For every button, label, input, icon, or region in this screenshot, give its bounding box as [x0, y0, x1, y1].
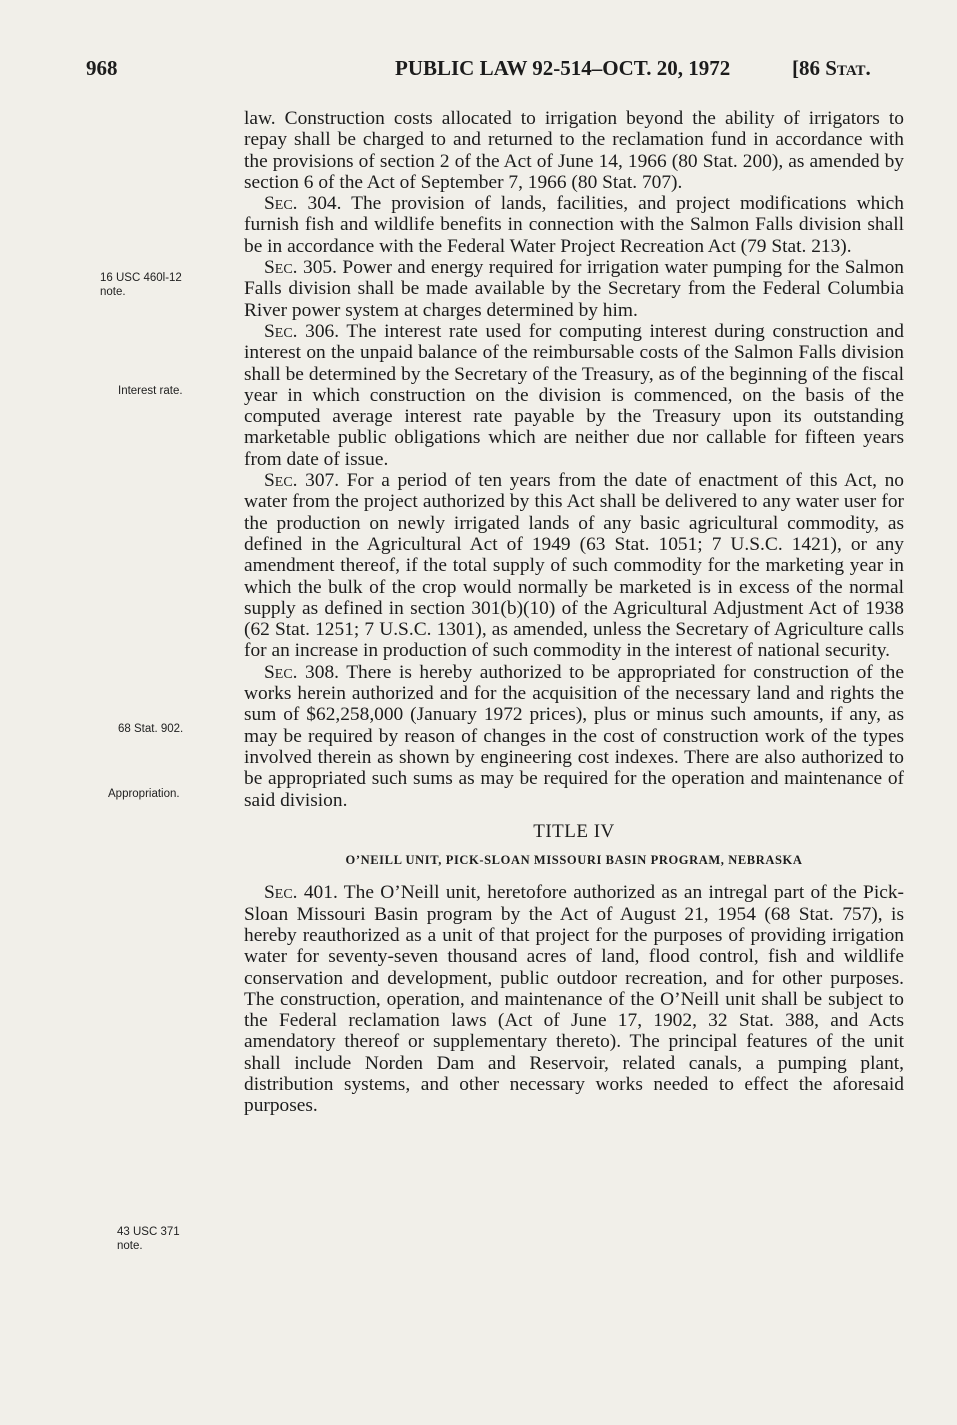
section-305-text: Power and energy required for irrigation water pumping for the Salmon Falls division shall be made available by the Secretary from the Federal Columbia River power system at charges determined by him. — [244, 257, 904, 321]
section-306-text: The interest rate used for computing interest during construction and interest on the unpaid balance of the reimbursable costs of the Salmon Falls division shall be determined by the Secretary of the Treasury, as of the beginning of the fiscal year in which construction on the division is commenced, on the basis of the computed average interest rate payable by the Treasury upon its outstanding marketable public obligations which are neither due nor callable for fifteen years from date of issue. — [244, 320, 904, 470]
running-title: PUBLIC LAW 92-514–OCT. 20, 1972 — [395, 56, 731, 80]
section-401-label: Sec. 401. — [264, 882, 338, 904]
section-308-text: There is hereby authorized to be appropriated for construction of the works herein authorized and for the acquisition of the necessary land and rights the sum of $62,258,000 (January 1972 prices), plus or minus such amounts, if any, as may be required by reason of changes in the cost of construction work of the types involved therein as shown by engineering cost indexes. There are also authorized to be appropriated such sums as may be required for the operation and maintenance of said division. — [244, 661, 904, 811]
margin-note-16-usc-460l — [100, 271, 240, 299]
section-304-text: The provision of lands, facilities, and project modifications which furnish fish and wildlife benefits in connection with the Salmon Falls division shall be in accordance with the Federal Water Project Recreation Act (79 Stat. 213). — [244, 193, 904, 257]
section-401 — [244, 882, 904, 1116]
section-308 — [244, 662, 904, 811]
section-308-label: Sec. 308. — [264, 661, 339, 683]
margin-note-16-usc-460l-line2: note. — [100, 286, 126, 298]
page-number: 968 — [86, 56, 118, 80]
section-307-label: Sec. 307. — [264, 470, 340, 492]
title-iv-heading: TITLE IV — [533, 820, 615, 842]
margin-note-appropriation: Appropriation. — [108, 788, 180, 800]
margin-note-43-usc-371 — [117, 1225, 257, 1253]
margin-note-43-usc-371-line2: note. — [117, 1240, 143, 1252]
running-header — [0, 56, 957, 86]
margin-note-43-usc-371-line1: 43 USC 371 — [117, 1226, 180, 1238]
section-307 — [244, 470, 904, 662]
section-305-label: Sec. 305. — [264, 257, 337, 279]
continued-paragraph: law. Construction costs allocated to irrigation beyond the ability of irrigators to repay shall be charged to and returned to the reclamation fund in accordance with the provisions of section 2 of the Act of June 14, 1966 (80 Stat. 200), as amended by section 6 of the Act of September 7, 1966 (80 Stat. 707). — [244, 108, 904, 193]
section-305 — [244, 257, 904, 321]
section-307-text: For a period of ten years from the date of enactment of this Act, no water from the project authorized by this Act shall be delivered to any water user for the production on newly irrigated lands of any basic agricultural commodity, as defined in the Agricultural Act of 1949 (63 Stat. 1051; 7 U.S.C. 1421), or any amendment thereof, if the total supply of such commodity for the marketing year in which the bulk of the crop would normally be marketed is in excess of the normal supply as defined in section 301(b)(10) of the Agricultural Adjustment Act of 1938 (62 Stat. 1251; 7 U.S.C. 1301), as amended, unless the Secretary of Agriculture calls for an increase in production of such commodity in the interest of national security. — [244, 470, 904, 662]
title-iv-subtitle: O’NEILL UNIT, PICK-SLOAN MISSOURI BASIN PROGRAM, NEBRASKA — [345, 853, 803, 868]
section-304-label: Sec. 304. — [264, 193, 342, 215]
margin-note-16-usc-460l-line1: 16 USC 460l-12 — [100, 272, 182, 284]
volume-word: Stat. — [825, 56, 871, 80]
section-306 — [244, 321, 904, 470]
margin-note-68-stat-902: 68 Stat. 902. — [118, 723, 184, 735]
section-306-label: Sec. 306. — [264, 320, 340, 342]
volume-prefix: [86 — [792, 56, 826, 80]
margin-note-interest-rate: Interest rate. — [118, 385, 183, 397]
volume-reference — [792, 56, 871, 81]
statute-text-column — [244, 108, 904, 1117]
section-401-text: The O’Neill unit, heretofore authorized as an intregal part of the Pick-Sloan Missouri Basin program by the Act of August 21, 1954 (68 Stat. 757), is hereby reauthorized as a unit of that project for the purposes of providing irrigation water for seventy-seven thousand acres of land, flood control, fish and wildlife conservation and development, public outdoor recreation, and for other purposes. The construction, operation, and maintenance of the O’Neill unit shall be subject to the Federal reclamation laws (Act of June 17, 1902, 32 Stat. 388, and Acts amendatory thereof or supplementary thereto). The principal features of the unit shall include Norden Dam and Reservoir, related canals, a pumping plant, distribution systems, and other necessary works needed to effect the aforesaid purposes. — [244, 882, 904, 1117]
section-304 — [244, 193, 904, 257]
